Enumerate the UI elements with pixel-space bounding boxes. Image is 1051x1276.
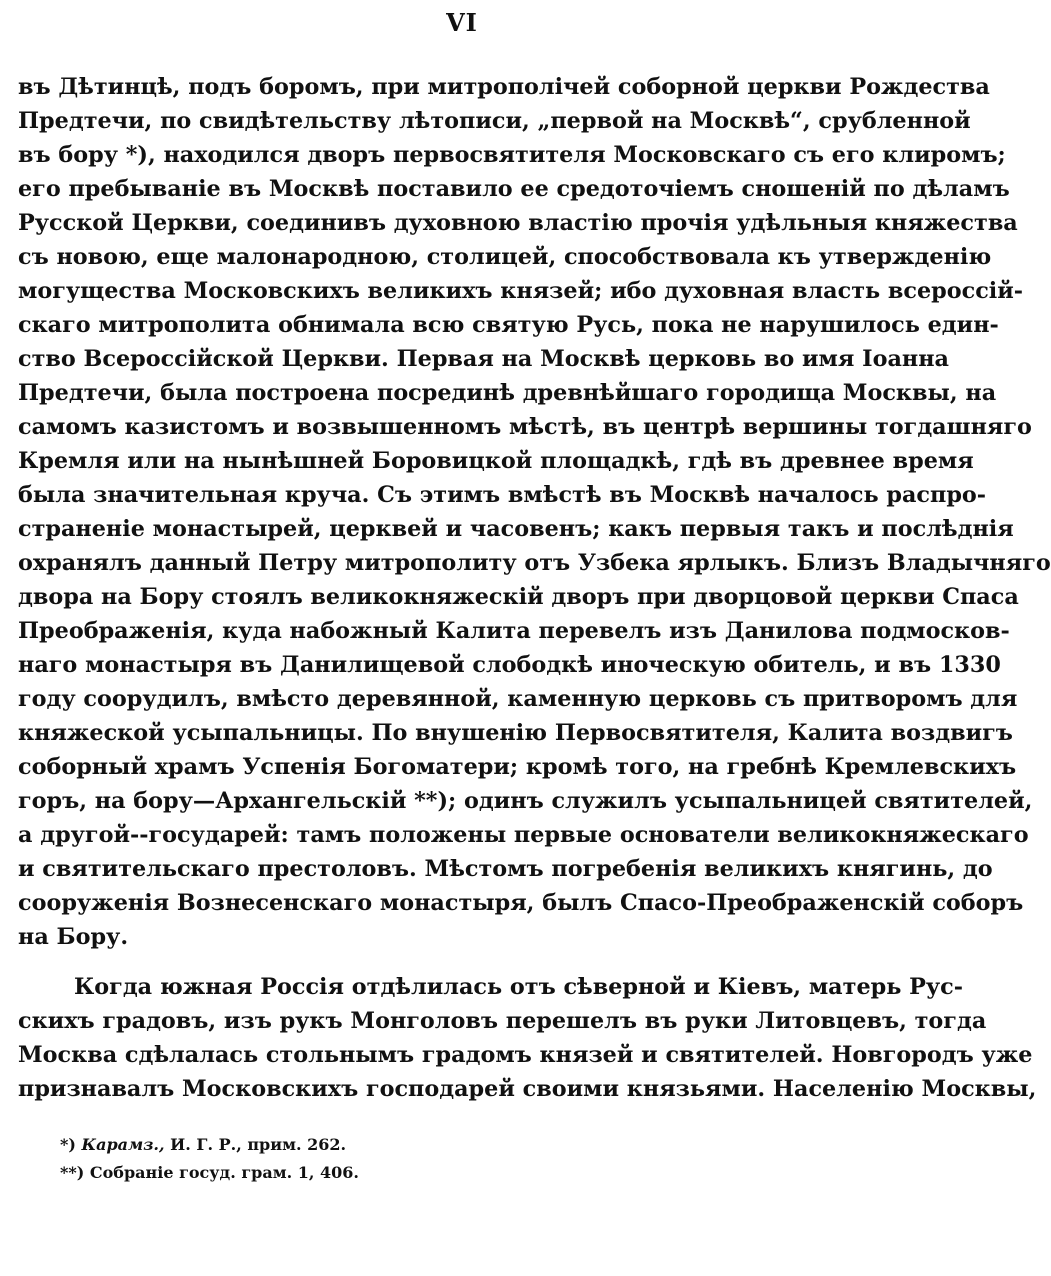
text-line: Москва сдѣлалась стольнымъ градомъ князей и святителей. Новгородъ уже <box>18 1042 1033 1068</box>
text-line: могущества Московскихъ великихъ князей; ибо духовная власть всероссій- <box>18 278 1024 304</box>
text-line: въ бору *), находился дворъ первосвятителя Московскаго съ его клиромъ; <box>18 142 1006 168</box>
text-line: страненіе монастырей, церквей и часовенъ; какъ первыя такъ и послѣднія <box>18 516 1014 542</box>
footnote-text: И. Г. Р., прим. 262. <box>170 1135 347 1154</box>
text-line: скихъ градовъ, изъ рукъ Монголовъ перешелъ въ руки Литовцевъ, тогда <box>18 1008 987 1034</box>
text-line: наго монастыря въ Данилищевой слободкѣ иноческую обитель, и въ 1330 <box>18 652 1001 678</box>
footnote-text: Собраніе госуд. грам. 1, 406. <box>89 1163 359 1182</box>
text-line: двора на Бору стоялъ великокняжескій дворъ при дворцовой церкви Спаса <box>18 584 1019 610</box>
text-line: Русской Церкви, соединивъ духовною властію прочія удѣльныя княжества <box>18 210 1018 236</box>
footnote-1 <box>60 1132 880 1158</box>
text-line: сооруженія Вознесенскаго монастыря, былъ Спасо-Преображенскій соборъ <box>18 890 1024 916</box>
text-line: съ новою, еще малонародною, столицей, способствовала къ утвержденію <box>18 244 992 270</box>
text-line: ство Всероссійской Церкви. Первая на Москвѣ церковь во имя Іоанна <box>18 346 949 372</box>
text-line: Когда южная Россія отдѣлилась отъ сѣверной и Кіевъ, матерь Рус- <box>74 974 963 1000</box>
text-line: его пребываніе въ Москвѣ поставило ее средоточіемъ сношеній по дѣламъ <box>18 176 1010 202</box>
text-line: году соорудилъ, вмѣсто деревянной, каменную церковь съ притворомъ для <box>18 686 1018 712</box>
text-line: соборный храмъ Успенія Богоматери; кромѣ того, на гребнѣ Кремлевскихъ <box>18 754 1017 780</box>
text-line: Предтечи, по свидѣтельству лѣтописи, „первой на Москвѣ“, срубленной <box>18 108 971 134</box>
text-line: на Бору. <box>18 924 129 950</box>
text-line: охранялъ данный Петру митрополиту отъ Узбека ярлыкъ. Близъ Владычняго <box>18 550 1051 576</box>
text-line: княжеской усыпальницы. По внушенію Первосвятителя, Калита воздвигъ <box>18 720 1013 746</box>
page-number: VI <box>446 8 478 37</box>
text-line: скаго митрополита обнимала всю святую Русь, пока не нарушилось един- <box>18 312 999 338</box>
text-line: признавалъ Московскихъ господарей своими князьями. Населенію Москвы, <box>18 1076 1037 1102</box>
text-line: Кремля или на нынѣшней Боровицкой площадкѣ, гдѣ въ древнее время <box>18 448 974 474</box>
text-line: Предтечи, была построена посрединѣ древнѣйшаго городища Москвы, на <box>18 380 997 406</box>
footnote-source: Карамз., <box>81 1135 165 1154</box>
footnote-2 <box>60 1160 880 1186</box>
text-line: а другой--государей: тамъ положены первые основатели великокняжескаго <box>18 822 1029 848</box>
text-line: была значительная круча. Съ этимъ вмѣстѣ въ Москвѣ началось распро- <box>18 482 987 508</box>
text-line: въ Дѣтинцѣ, подъ боромъ, при митрополічей соборной церкви Рождества <box>18 74 990 100</box>
footnote-mark: **) <box>60 1163 85 1182</box>
text-line: и святительскаго престоловъ. Мѣстомъ погребенія великихъ княгинь, до <box>18 856 993 882</box>
footnote-mark: *) <box>60 1135 76 1154</box>
text-line: самомъ казистомъ и возвышенномъ мѣстѣ, въ центрѣ вершины тогдашняго <box>18 414 1032 440</box>
text-line: Преображенія, куда набожный Калита перевелъ изъ Данилова подмосков- <box>18 618 1010 644</box>
text-line: горъ, на бору—Архангельскій **); одинъ служилъ усыпальницей святителей, <box>18 788 1033 814</box>
